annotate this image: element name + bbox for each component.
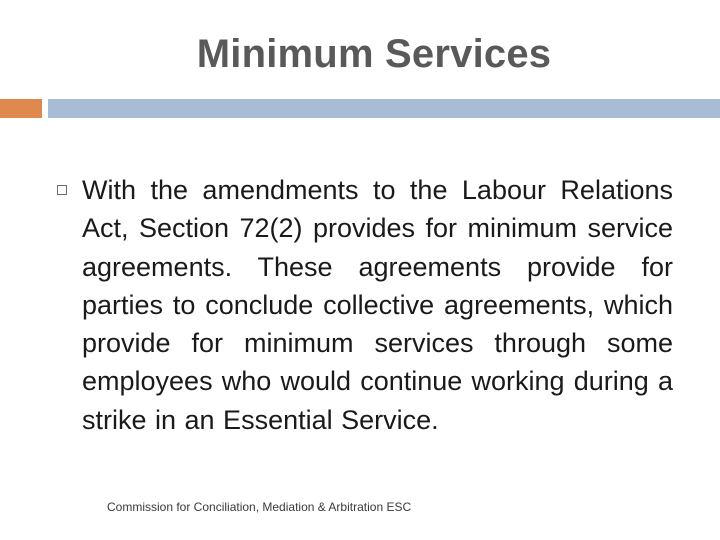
- bullet-paragraph: With the amendments to the Labour Relations Act, Section 72(2) provides for minimum service agreements. These agreements provide for parties to conclude collective agreements, which provide for minimum services through some employees who would continue working during a strike in an Essential Service.: [82, 175, 673, 435]
- accent-bar-blue: [48, 99, 720, 118]
- hollow-square-bullet-icon: [57, 185, 67, 195]
- slide-footer: Commission for Conciliation, Mediation & Arbitration ESC: [107, 500, 412, 514]
- accent-bar-orange: [0, 99, 42, 118]
- slide-title: Minimum Services: [196, 32, 552, 76]
